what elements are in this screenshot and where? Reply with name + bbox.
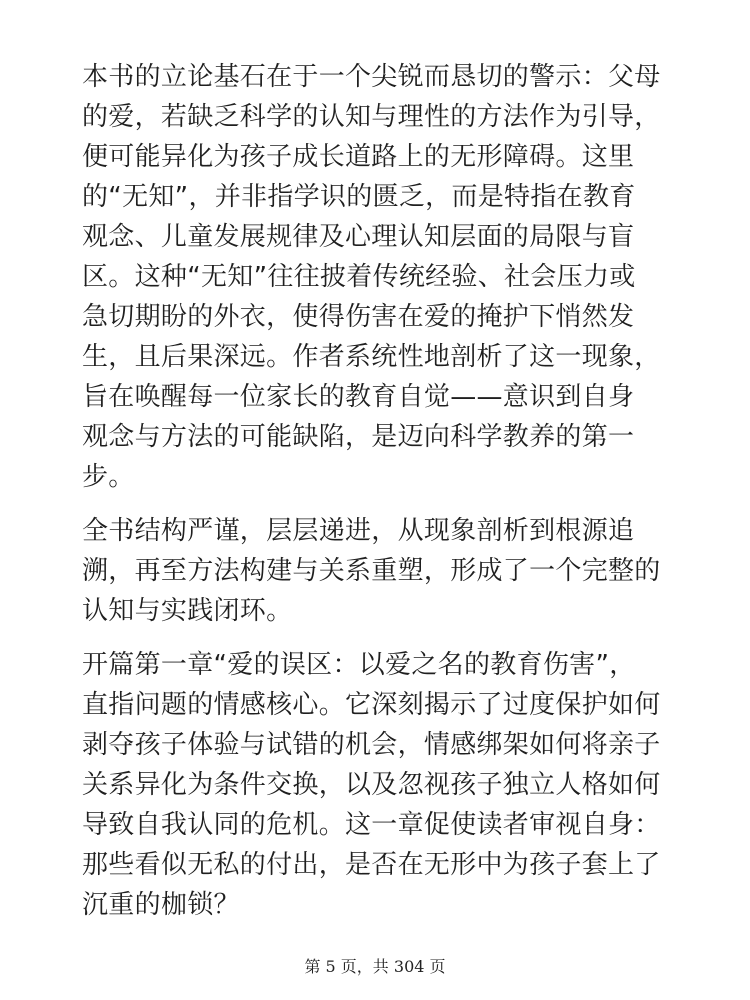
paragraph-2 bbox=[82, 511, 682, 631]
text-line: 步。 bbox=[82, 462, 135, 492]
text-line: 区。这种“无知”往往披着传统经验、社会压力或 bbox=[82, 262, 636, 292]
text-line: 观念与方法的可能缺陷，是迈向科学教养的第一 bbox=[82, 422, 635, 452]
text-line: 观念、儿童发展规律及心理认知层面的局限与盲 bbox=[82, 222, 635, 252]
text-line: 直指问题的情感核心。它深刻揭示了过度保护如何 bbox=[82, 690, 661, 720]
text-line: 本书的立论基石在于一个尖锐而恳切的警示：父母 bbox=[82, 62, 661, 92]
text-line: 的爱，若缺乏科学的认知与理性的方法作为引导， bbox=[82, 102, 661, 132]
body-text bbox=[82, 57, 682, 939]
text-line: 急切期盼的外衣，使得伤害在爱的掩护下悄然发 bbox=[82, 302, 635, 332]
text-line: 沉重的枷锁？ bbox=[82, 890, 240, 920]
paragraph-1 bbox=[82, 57, 682, 497]
text-line: 认知与实践闭环。 bbox=[82, 596, 293, 626]
paragraph-3 bbox=[82, 645, 682, 925]
text-line: 旨在唤醒每一位家长的教育自觉——意识到自身 bbox=[82, 382, 635, 412]
text-line: 的“无知”，并非指学识的匮乏，而是特指在教育 bbox=[82, 182, 636, 212]
text-line: 那些看似无私的付出，是否在无形中为孩子套上了 bbox=[82, 850, 661, 880]
text-line: 便可能异化为孩子成长道路上的无形障碍。这里 bbox=[82, 142, 635, 172]
text-line: 剥夺孩子体验与试错的机会，情感绑架如何将亲子 bbox=[82, 730, 661, 760]
page-number: 第 5 页，共 304 页 bbox=[304, 957, 446, 976]
text-line: 全书结构严谨，层层递进，从现象剖析到根源追 bbox=[82, 516, 635, 546]
text-line: 开篇第一章“爱的误区：以爱之名的教育伤害”， bbox=[82, 650, 636, 680]
text-line: 生，且后果深远。作者系统性地剖析了这一现象， bbox=[82, 342, 661, 372]
text-line: 关系异化为条件交换，以及忽视孩子独立人格如何 bbox=[82, 770, 661, 800]
text-line: 溯，再至方法构建与关系重塑，形成了一个完整的 bbox=[82, 556, 661, 586]
text-line: 导致自我认同的危机。这一章促使读者审视自身： bbox=[82, 810, 661, 840]
